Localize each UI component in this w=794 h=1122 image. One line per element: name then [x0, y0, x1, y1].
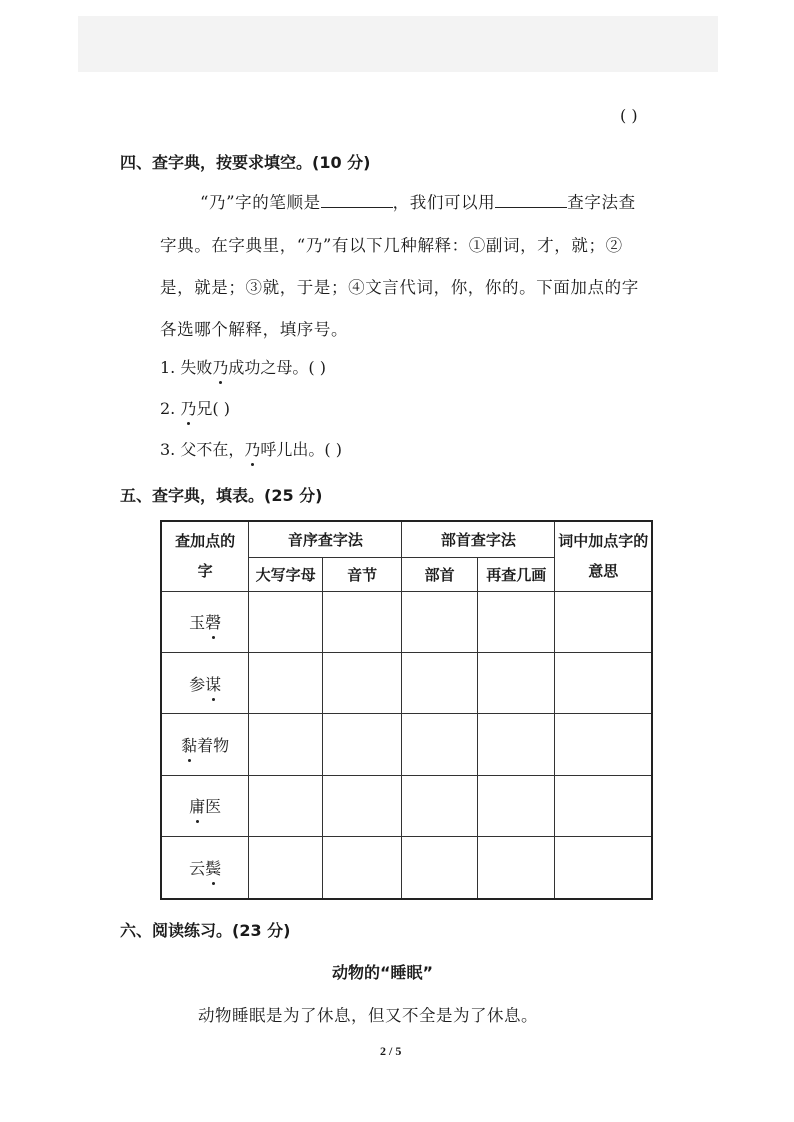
item-2-suffix: 兄( )	[196, 399, 230, 418]
section-4-line-4: 各选哪个解释，填序号。	[160, 320, 349, 339]
section-4-line-2: 字典。在字典里，“乃”有以下几种解释：①副词，才，就；②	[160, 236, 623, 255]
answer-cell[interactable]	[555, 836, 652, 899]
article-first-line: 动物睡眠是为了休息，但又不全是为了休息。	[198, 1006, 538, 1025]
item-3-prefix: 3. 父不在，	[160, 440, 245, 459]
dictionary-table	[160, 520, 653, 900]
header-meaning: 词中加点字的意思	[555, 521, 652, 591]
item-1-dotted-char: 乃	[212, 355, 228, 378]
answer-cell[interactable]	[322, 591, 402, 652]
word-cell: 云鬓	[161, 836, 249, 899]
question-item-3	[160, 437, 342, 460]
item-1-suffix: 成功之母。( )	[228, 358, 326, 377]
page-number: 2 / 5	[380, 1044, 402, 1058]
answer-cell[interactable]	[477, 836, 555, 899]
section-4-heading: 四、查字典，按要求填空。(10 分)	[120, 153, 371, 172]
answer-cell[interactable]	[322, 836, 402, 899]
item-3-suffix: 呼儿出。( )	[260, 440, 342, 459]
answer-cell[interactable]	[322, 652, 402, 713]
table-row	[161, 775, 652, 836]
line1-part-a: “乃”字的笔顺是	[200, 193, 321, 212]
answer-cell[interactable]	[249, 836, 323, 899]
answer-cell[interactable]	[555, 714, 652, 775]
answer-cell[interactable]	[477, 714, 555, 775]
answer-cell[interactable]	[477, 775, 555, 836]
word-cell: 玉磬	[161, 591, 249, 652]
article-title: 动物的“睡眠”	[332, 963, 434, 982]
answer-cell[interactable]	[249, 714, 323, 775]
answer-cell[interactable]	[322, 714, 402, 775]
subheader-stroke-count: 再查几画	[477, 557, 555, 591]
table-row	[161, 836, 652, 899]
line1-part-b: ，我们可以用	[392, 193, 496, 212]
table-row	[161, 591, 652, 652]
question-item-2	[160, 396, 230, 419]
section-5-heading: 五、查字典，填表。(25 分)	[120, 486, 323, 505]
word-cell: 黏着物	[161, 714, 249, 775]
answer-cell[interactable]	[555, 652, 652, 713]
header-yinxu-method: 音序查字法	[249, 521, 402, 557]
table-row	[161, 714, 652, 775]
page-header-shade	[78, 16, 718, 72]
item-3-dotted-char: 乃	[244, 437, 260, 460]
header-lookup-char: 查加点的字	[161, 521, 249, 591]
item-1-prefix: 1. 失败	[160, 358, 213, 377]
section-4-line-3: 是，就是；③就，于是；④文言代词，你，你的。下面加点的字	[160, 278, 639, 297]
item-2-dotted-char: 乃	[180, 396, 196, 419]
answer-cell[interactable]	[402, 836, 478, 899]
answer-cell[interactable]	[477, 652, 555, 713]
item-2-prefix: 2.	[160, 399, 181, 418]
subheader-radical: 部首	[402, 557, 478, 591]
word-cell: 庸医	[161, 775, 249, 836]
table-row	[161, 652, 652, 713]
answer-cell[interactable]	[402, 775, 478, 836]
answer-cell[interactable]	[322, 775, 402, 836]
subheader-syllable: 音节	[322, 557, 402, 591]
answer-cell[interactable]	[477, 591, 555, 652]
answer-cell[interactable]	[249, 652, 323, 713]
answer-cell[interactable]	[555, 775, 652, 836]
answer-cell[interactable]	[555, 591, 652, 652]
answer-cell[interactable]	[402, 591, 478, 652]
line1-part-c: 查字法查	[567, 193, 636, 212]
answer-paren-top: ( )	[620, 106, 638, 125]
blank-lookup-method[interactable]	[495, 194, 567, 208]
blank-stroke-order[interactable]	[321, 194, 393, 208]
header-bushou-method: 部首查字法	[402, 521, 555, 557]
word-cell: 参谋	[161, 652, 249, 713]
subheader-capital-letter: 大写字母	[249, 557, 323, 591]
answer-cell[interactable]	[402, 714, 478, 775]
section-4-line-1	[200, 189, 636, 213]
answer-cell[interactable]	[249, 775, 323, 836]
section-6-heading: 六、阅读练习。(23 分)	[120, 921, 291, 940]
answer-cell[interactable]	[249, 591, 323, 652]
answer-cell[interactable]	[402, 652, 478, 713]
question-item-1	[160, 355, 326, 378]
